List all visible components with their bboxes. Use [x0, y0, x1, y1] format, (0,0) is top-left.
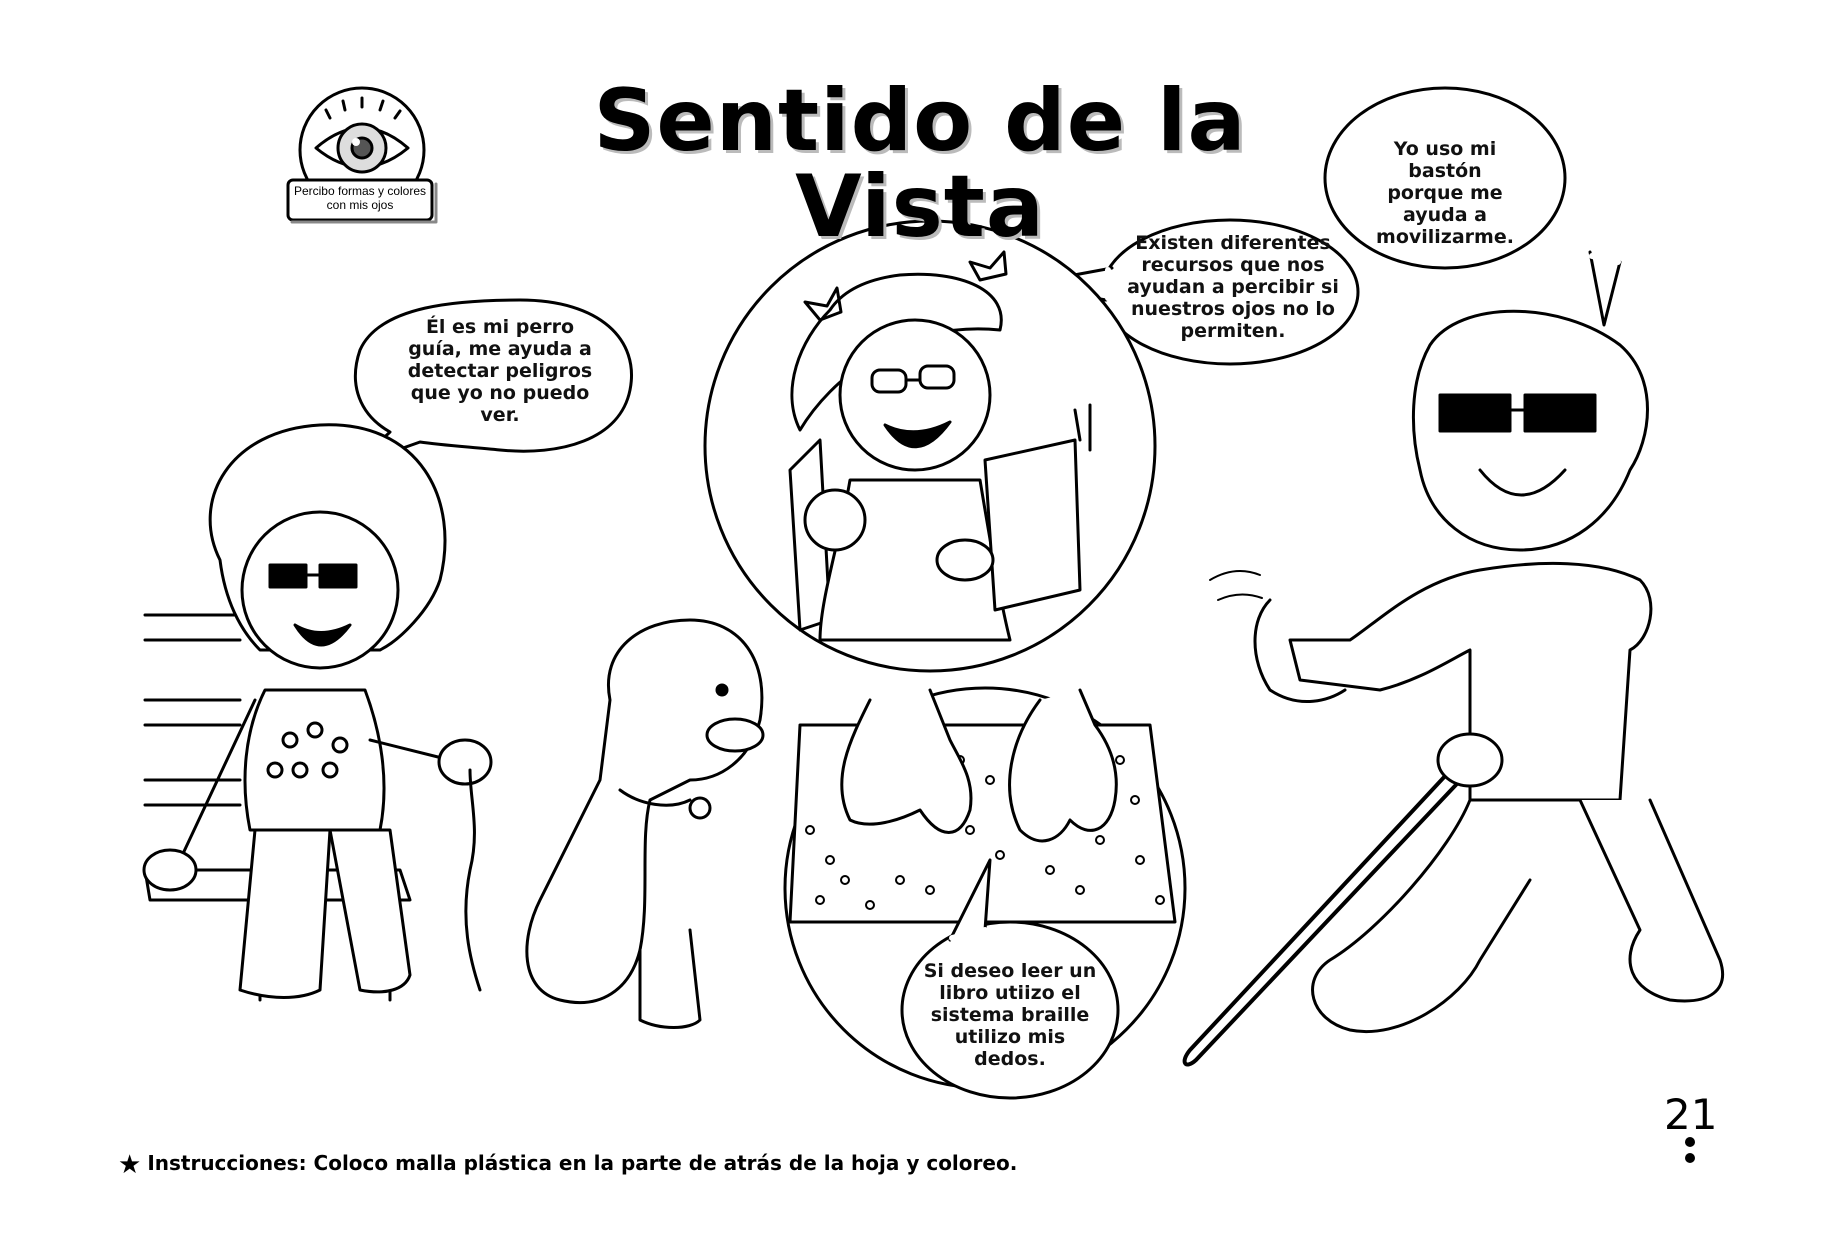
instructions-text: Instrucciones: Coloco malla plástica en la parte de atrás de la hoja y coloreo.: [147, 1151, 1018, 1175]
page-title: Sentido de la Vista: [593, 71, 1247, 257]
page-number: 21: [1664, 1090, 1718, 1139]
bubble-text-guide-dog: Él es mi perro guía, me ayuda a detectar peligros que yo no puedo ver.: [407, 316, 593, 426]
boy-with-cane: [1185, 311, 1723, 1064]
instructions: [118, 1150, 1017, 1180]
circle-girl-reading: [705, 221, 1155, 671]
page-dot: [1685, 1153, 1695, 1163]
badge-caption: Percibo formas y colores con mis ojos: [293, 184, 427, 212]
bubble-text-cane: Yo uso mi bastón porque me ayuda a movilizarme.: [1376, 138, 1514, 248]
guide-dog: [466, 620, 763, 1028]
star-icon: ★: [118, 1150, 142, 1180]
bubble-text-braille: Si deseo leer un libro utiizo el sistema braille utilizo mis dedos.: [923, 960, 1097, 1070]
girl-sitting: [144, 425, 491, 998]
bubble-text-resources: Existen diferentes recursos que nos ayudan a percibir si nuestros ojos no lo permiten.: [1127, 232, 1339, 342]
